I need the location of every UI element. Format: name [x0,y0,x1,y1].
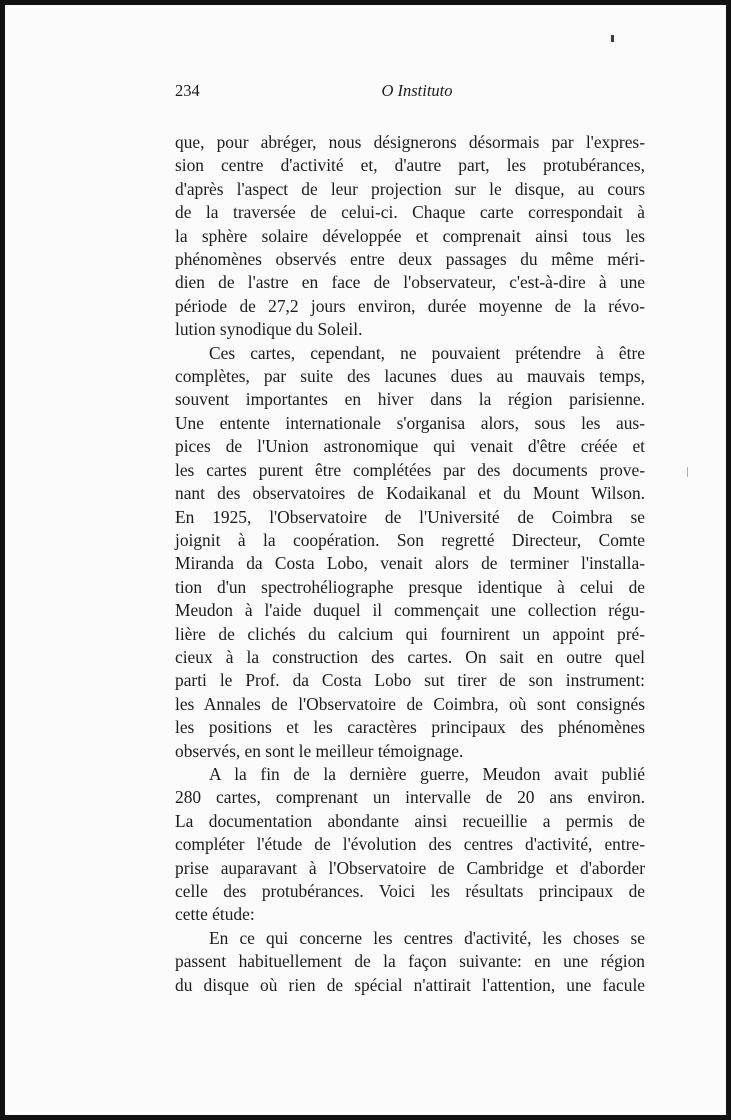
text-line: En ce qui concerne les centres d'activité, les choses se [209,927,645,948]
text-line: La documentation abondante ainsi recueillie a permis de [175,810,645,831]
text-line: les positions et les caractères principaux des phénomènes [175,717,645,738]
text-line: cieux à la construction des cartes. On sait en outre quel [175,646,645,667]
text-line: les cartes purent être complétées par des documents prove- [175,459,645,480]
text-line: tion d'un spectrohéliographe presque identique à celui de [175,576,645,597]
text-line: souvent importantes en hiver dans la région parisienne. [175,389,645,410]
text-line: de la traversée de celui-ci. Chaque carte correspondait à [175,202,645,223]
paragraph [175,763,645,927]
text-line: A la fin de la dernière guerre, Meudon avait publié [209,763,645,784]
text-line: passent habituellement de la façon suivante: en une région [175,951,645,972]
paragraph [175,342,645,763]
text-line: sion centre d'activité et, d'autre part, les protubérances, [175,155,645,176]
text-line: que, pour abréger, nous désignerons désormais par l'expres- [175,132,645,152]
text-line: compléter l'étude de l'évolution des centres d'activité, entre- [175,834,645,855]
text-line: période de 27,2 jours environ, durée moyenne de la révo- [175,295,645,316]
text-line: Ces cartes, cependant, ne pouvaient prétendre à être [209,342,645,363]
page-number: 234 [175,81,200,100]
text-line: nant des observatoires de Kodaikanal et du Mount Wilson. [175,483,645,504]
body-text [175,131,645,997]
text-line: d'après l'aspect de leur projection sur le disque, au cours [175,178,645,199]
text-line: En 1925, l'Observatoire de l'Université de Coimbra se [175,506,645,527]
text-line: la sphère solaire développée et comprenait ainsi tous les [175,225,645,246]
text-line: Meudon à l'aide duquel il commençait une collection régu- [175,600,645,621]
text-line: parti le Prof. da Costa Lobo sut tirer de son instrument: [175,670,645,691]
running-head [175,81,645,105]
text-line: 280 cartes, comprenant un intervalle de 20 ans environ. [175,787,645,808]
text-line: Une entente internationale s'organisa alors, sous les aus- [175,412,645,433]
text-line: cette étude: [175,904,255,925]
paragraph [175,927,645,997]
text-line: pices de l'Union astronomique qui venait d'être créée et [175,436,645,457]
text-line: observés, en sont le meilleur témoignage. [175,740,464,761]
text-line: lière de clichés du calcium qui fournirent un appoint pré- [175,623,645,644]
text-line: les Annales de l'Observatoire de Coimbra, où sont consignés [175,693,645,714]
text-line: celle des protubérances. Voici les résultats principaux de [175,881,645,901]
text-line: complètes, par suite des lacunes dues au mauvais temps, [175,366,645,387]
text-line: prise auparavant à l'Observatoire de Cambridge et d'aborder [175,857,645,878]
scan-margin-mark [687,467,688,477]
scan-speck-mark [611,35,614,42]
text-line: du disque où rien de spécial n'attirait l'attention, une facule [175,974,645,995]
text-line: dien de l'astre en face de l'observateur, c'est-à-dire à une [175,272,645,293]
text-line: lution synodique du Soleil. [175,319,363,340]
text-line: Miranda da Costa Lobo, venait alors de terminer l'installa- [175,553,645,574]
paragraph [175,131,645,342]
journal-title: O Instituto [381,81,453,100]
text-line: joignit à la coopération. Son regretté Directeur, Comte [175,529,645,550]
text-line: phénomènes observés entre deux passages du même méri- [175,249,645,270]
